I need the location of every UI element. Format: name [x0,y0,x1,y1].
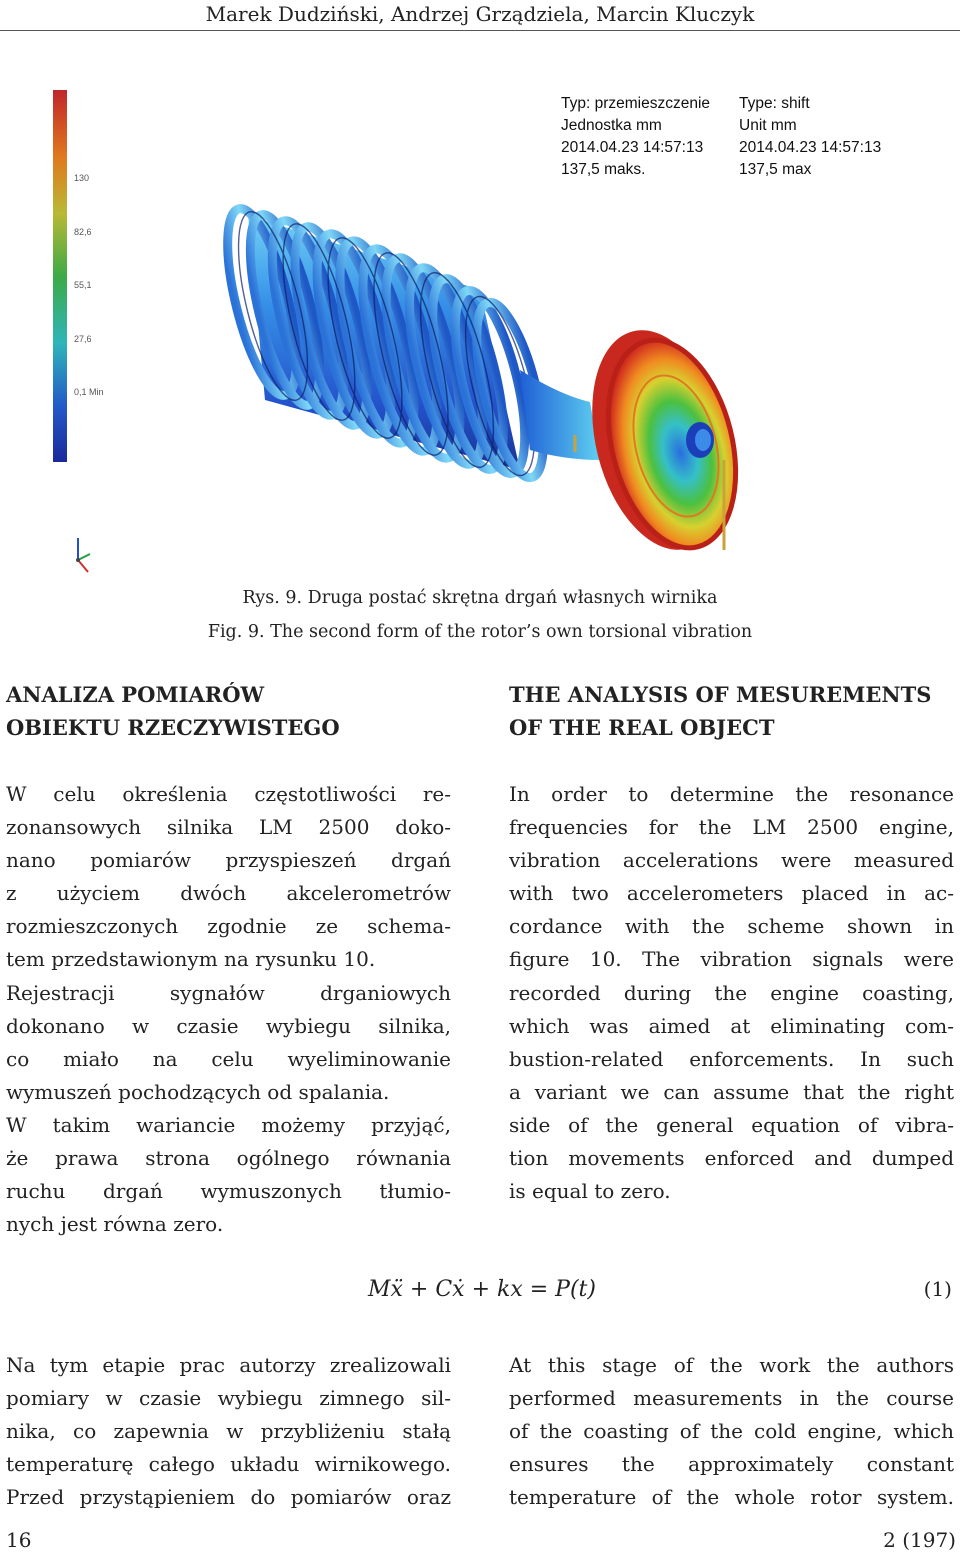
text-line: Przed przystąpieniem do pomiarów oraz [6,1485,451,1510]
header-rule [0,30,960,31]
text-line: Rejestracji sygnałów drganiowych [6,980,451,1005]
text-line: nika, co zapewnia w przybliżeniu stałą [6,1419,451,1444]
text-line: z użyciem dwóch akcelerometrów [6,881,451,906]
text-line: co miało na celu wyeliminowanie [6,1046,451,1071]
info-date-en: 2014.04.23 14:57:13 [739,139,882,156]
info-date-pl: 2014.04.23 14:57:13 [561,139,704,156]
text-line: temperaturę całego układu wirnikowego. [6,1452,451,1477]
text-line: pomiary w czasie wybiegu zimnego sil- [6,1386,451,1411]
info-type-en: Type: shift [739,95,810,112]
paragraph-en-2 [509,1349,954,1514]
rotor-drum [214,203,557,484]
issue-number: 2 (197) [883,1528,956,1552]
text-line: temperature of the whole rotor system. [509,1485,954,1510]
text-line: recorded during the engine coasting, [509,980,954,1005]
heading-line: ANALIZA POMIARÓW [6,682,265,707]
text-line: wymuszeń pochodzących od spalania. [6,1079,390,1104]
text-line: side of the general equation of vibra- [509,1112,954,1137]
text-line: cordance with the scheme shown in [509,914,954,939]
text-line: ruchu drgań wymuszonych tłumio- [6,1179,451,1204]
running-header: Marek Dudziński, Andrzej Grządziela, Marcin Kluczyk [205,2,755,26]
text-line: frequencies for the LM 2500 engine, [509,815,954,840]
info-max-pl: 137,5 maks. [561,161,646,178]
text-line: że prawa strona ogólnego równania [6,1146,451,1171]
text-line: tem przedstawionym na rysunku 10. [6,947,376,972]
legend-tick: 27,6 [74,334,92,344]
legend-tick: 0,1 Min [74,387,104,397]
text-line: a variant we can assume that the right [509,1079,954,1104]
heading-line: OBIEKTU RZECZYWISTEGO [6,715,340,740]
page-number: 16 [6,1528,32,1552]
text-line: is equal to zero. [509,1179,671,1204]
figure-9 [0,40,960,580]
text-line: At this stage of the work the authors [509,1353,954,1377]
section-heading-en [509,678,959,744]
text-line: vibration accelerations were measured [509,848,954,873]
paragraph-pl-1 [6,778,451,1241]
heading-line: OF THE REAL OBJECT [509,715,775,740]
info-unit-en: Unit mm [739,117,797,134]
text-line: nano pomiarów przyspieszeń drgań [6,848,451,873]
text-line: which was aimed at eliminating com- [509,1013,954,1038]
result-info-en [739,93,881,181]
text-line: performed measurements in the course [509,1386,954,1411]
paragraph-pl-2 [6,1349,451,1514]
figure-caption-en: Fig. 9. The second form of the rotor’s own torsional vibration [207,622,753,642]
rotor-end-disc [571,316,756,564]
rotor-neck [520,370,600,460]
text-line: W takim wariancie możemy przyjąć, [6,1112,451,1137]
text-line: with two accelerometers placed in ac- [509,881,954,906]
info-type-pl: Typ: przemieszczenie [561,95,711,112]
equation-number: (1) [923,1277,952,1301]
figure-caption-pl: Rys. 9. Druga postać skrętna drgań własnych wirnika [242,588,718,608]
text-line: Na tym etapie prac autorzy zrealizowali [6,1353,451,1377]
text-line: bustion-related enforcements. In such [509,1046,954,1071]
legend-tick: 130 [74,173,90,183]
text-line: rozmieszczonych zgodnie ze schema- [6,914,451,939]
text-line: In order to determine the resonance [509,782,954,806]
result-info-pl [561,93,710,181]
info-unit-pl: Jednostka mm [561,117,662,134]
text-line: ensures the approximately constant [509,1452,954,1477]
info-max-en: 137,5 max [739,161,812,178]
axis-triad-icon [76,538,90,572]
text-line: W celu określenia częstotliwości re- [6,782,451,806]
text-line: figure 10. The vibration signals were [509,947,954,972]
text-line: dokonano w czasie wybiegu silnika, [6,1013,451,1038]
legend-tick: 55,1 [74,280,92,290]
text-line: tion movements enforced and dumped [509,1146,954,1171]
legend-tick: 82,6 [74,227,92,237]
text-line: nych jest równa zero. [6,1212,224,1237]
text-line: of the coasting of the cold engine, which [509,1419,954,1444]
color-legend-bar [53,90,67,462]
equation-1: Mẍ + Cẋ + kx = P(t) [368,1277,596,1302]
heading-line: THE ANALYSIS OF MESUREMENTS [509,682,932,707]
paragraph-en-1 [509,778,954,1208]
section-heading-pl [6,678,456,744]
text-line: zonansowych silnika LM 2500 doko- [6,815,451,840]
